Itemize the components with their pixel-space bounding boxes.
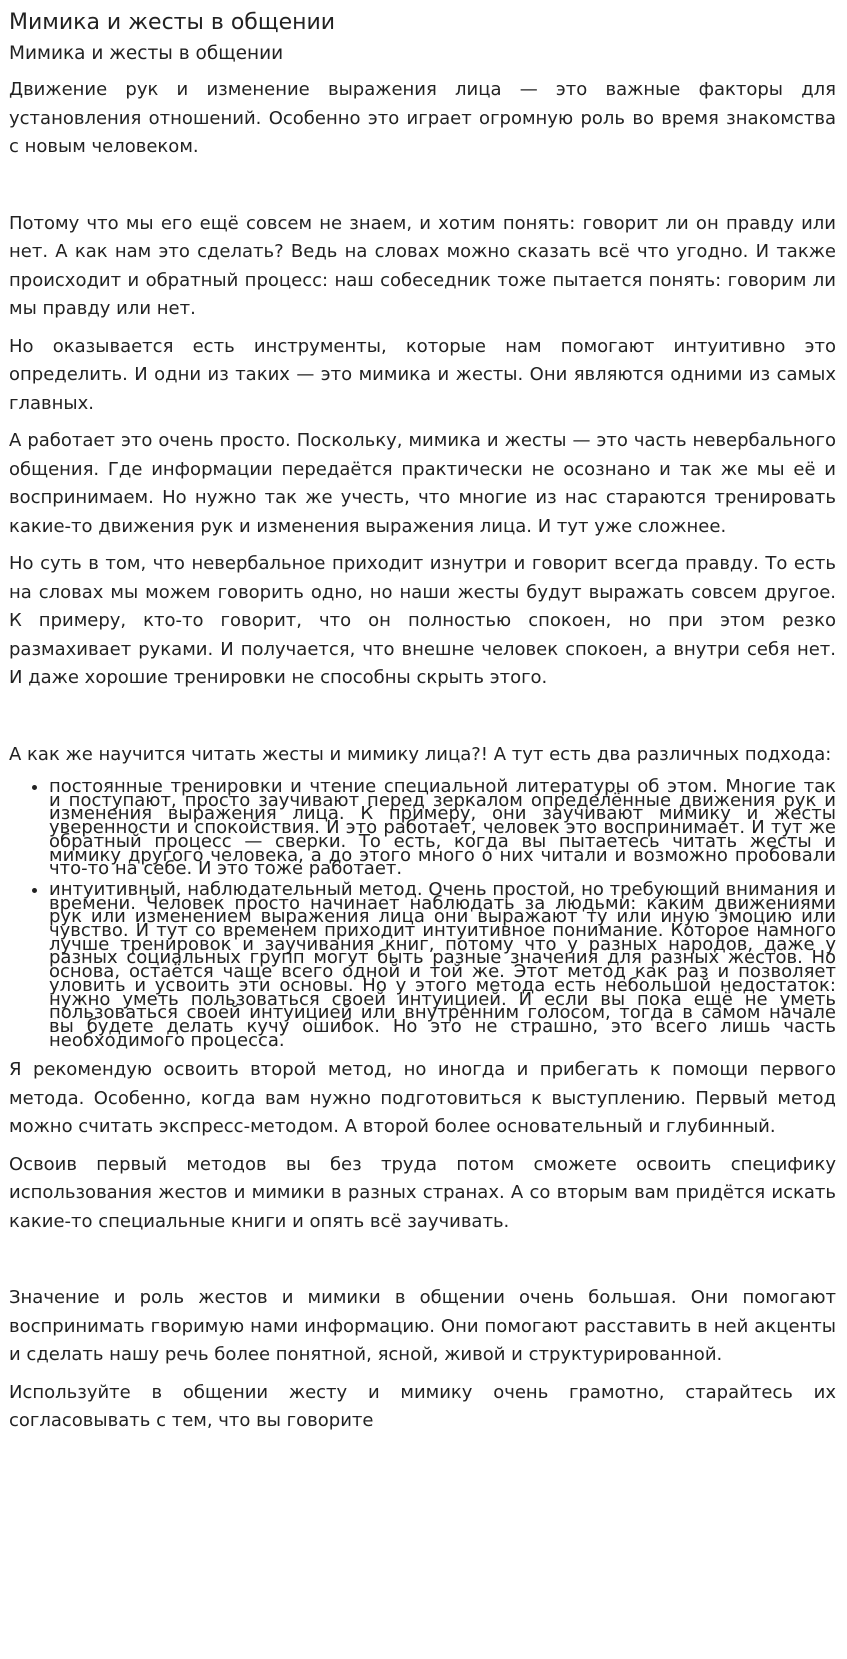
page-title: Мимика и жесты в общении xyxy=(9,10,336,35)
list-item: • интуитивный, наблюдательный метод. Очень простой, но требующий внимания и времени. Человек просто начинает наблюдать за людьми: каким движениями рук или изменением выражения лица они выражают ту или иную эмоцию или чувство. И тут со временем приходит интуитивное понимание. Которое намного лучше тренировок и заучивания книг, потому что у разных народов, даже у разных социальных групп могут быть разные значения для разных жестов. Но основа, остаётся чаще всего одной и той же. Этот метод как раз и позволяет уловить и усвоить эти основы. Но у этого метода есть небольшой недостаток: нужно уметь пользоваться своей интуицией. И если вы пока ещё не уметь пользоваться своей интуицией или внутренним голосом, тогда в самом начале вы будете делать кучу ошибок. Но это не страшно, это всего лишь часть необходимого процесса. xyxy=(49,881,836,1047)
paragraph-3: Но оказывается есть инструменты, которые нам помогают интуитивно это определить. И одни из таких — это мимика и жесты. Они являются одними из самых главных. xyxy=(9,335,836,414)
paragraph-spacer xyxy=(9,1245,836,1284)
paragraph-5: Но суть в том, что невербальное приходит изнутри и говорит всегда правду. То есть на словах мы можем говорить одно, но наши жесты будут выражать совсем другое. К примеру, кто-то говорит, что он полностью спокоен, но при этом резко размахивает руками. И получается, что внешне человек спокоен, а внутри себя нет. И даже хорошие тренировки не способны скрыть этого. xyxy=(9,553,836,688)
paragraph-1: Движение рук и изменение выражения лица — это важные факторы для установления отношений. Особенно это играет огромную роль во время знакомства с новым человеком. xyxy=(9,79,836,157)
paragraph-spacer xyxy=(9,702,836,741)
list-item: • постоянные тренировки и чтение специальной литературы об этом. Многие так и поступают, просто заучивают перед зеркалом определённые движения рук и изменения выражения лица. К примеру, они заучивают мимику и жесты уверенности и спокойствия. И это работает, человек это воспринимает. И тут же обратный процесс — сверки. То есть, когда вы пытаетесь читать жесты и мимику другого человека, а до этого много о них читали и возможно пробовали что-то на себе. И это тоже работает. xyxy=(49,778,836,876)
approaches-list xyxy=(9,776,836,1051)
paragraph-2: Потому что мы его ещё совсем не знаем, и хотим понять: говорит ли он правду или нет. А как нам это сделать? Ведь на словах можно сказать всё что угодно. И также происходит и обратный процесс: наш собеседник тоже пытается понять: говорим ли мы правду или нет. xyxy=(9,212,836,319)
paragraph-9: Значение и роль жестов и мимики в общении очень большая. Они помогают воспринимать гворимую нами информацию. Они помогают расставить в ней акценты и сделать нашу речь более понятной, ясной, живой и структурированной. xyxy=(9,1287,836,1366)
paragraph-10: Используйте в общении жесту и мимику очень грамотно, старайтесь их согласовывать с тем, что вы говорите xyxy=(9,1381,836,1432)
paragraph-8: Освоив первый методов вы без труда потом сможете освоить специфику использования жестов и мимики в разных странах. А со вторым вам придётся искать какие-то специальные книги и опять всё заучивать. xyxy=(9,1153,836,1232)
paragraph-4: А работает это очень просто. Поскольку, мимика и жесты — это часть невербального общения. Где информации передаётся практически не осознано и так же мы её и воспринимаем. Но нужно так же учесть, что многие из нас стараются тренировать какие-то движения рук и изменения выражения лица. И тут уже сложнее. xyxy=(9,430,836,537)
paragraph-7: Я рекомендую освоить второй метод, но иногда и прибегать к помощи первого метода. Особенно, когда вам нужно подготовиться к выступлению. Первый метод можно считать экспресс-методом. А второй более основательный и глубинный. xyxy=(9,1059,836,1138)
article-subtitle: Мимика и жесты в общении xyxy=(9,43,284,64)
paragraph-6: А как же научится читать жесты и мимику лица?! А тут есть два различных подхода: xyxy=(9,743,832,765)
paragraph-spacer xyxy=(9,171,836,210)
